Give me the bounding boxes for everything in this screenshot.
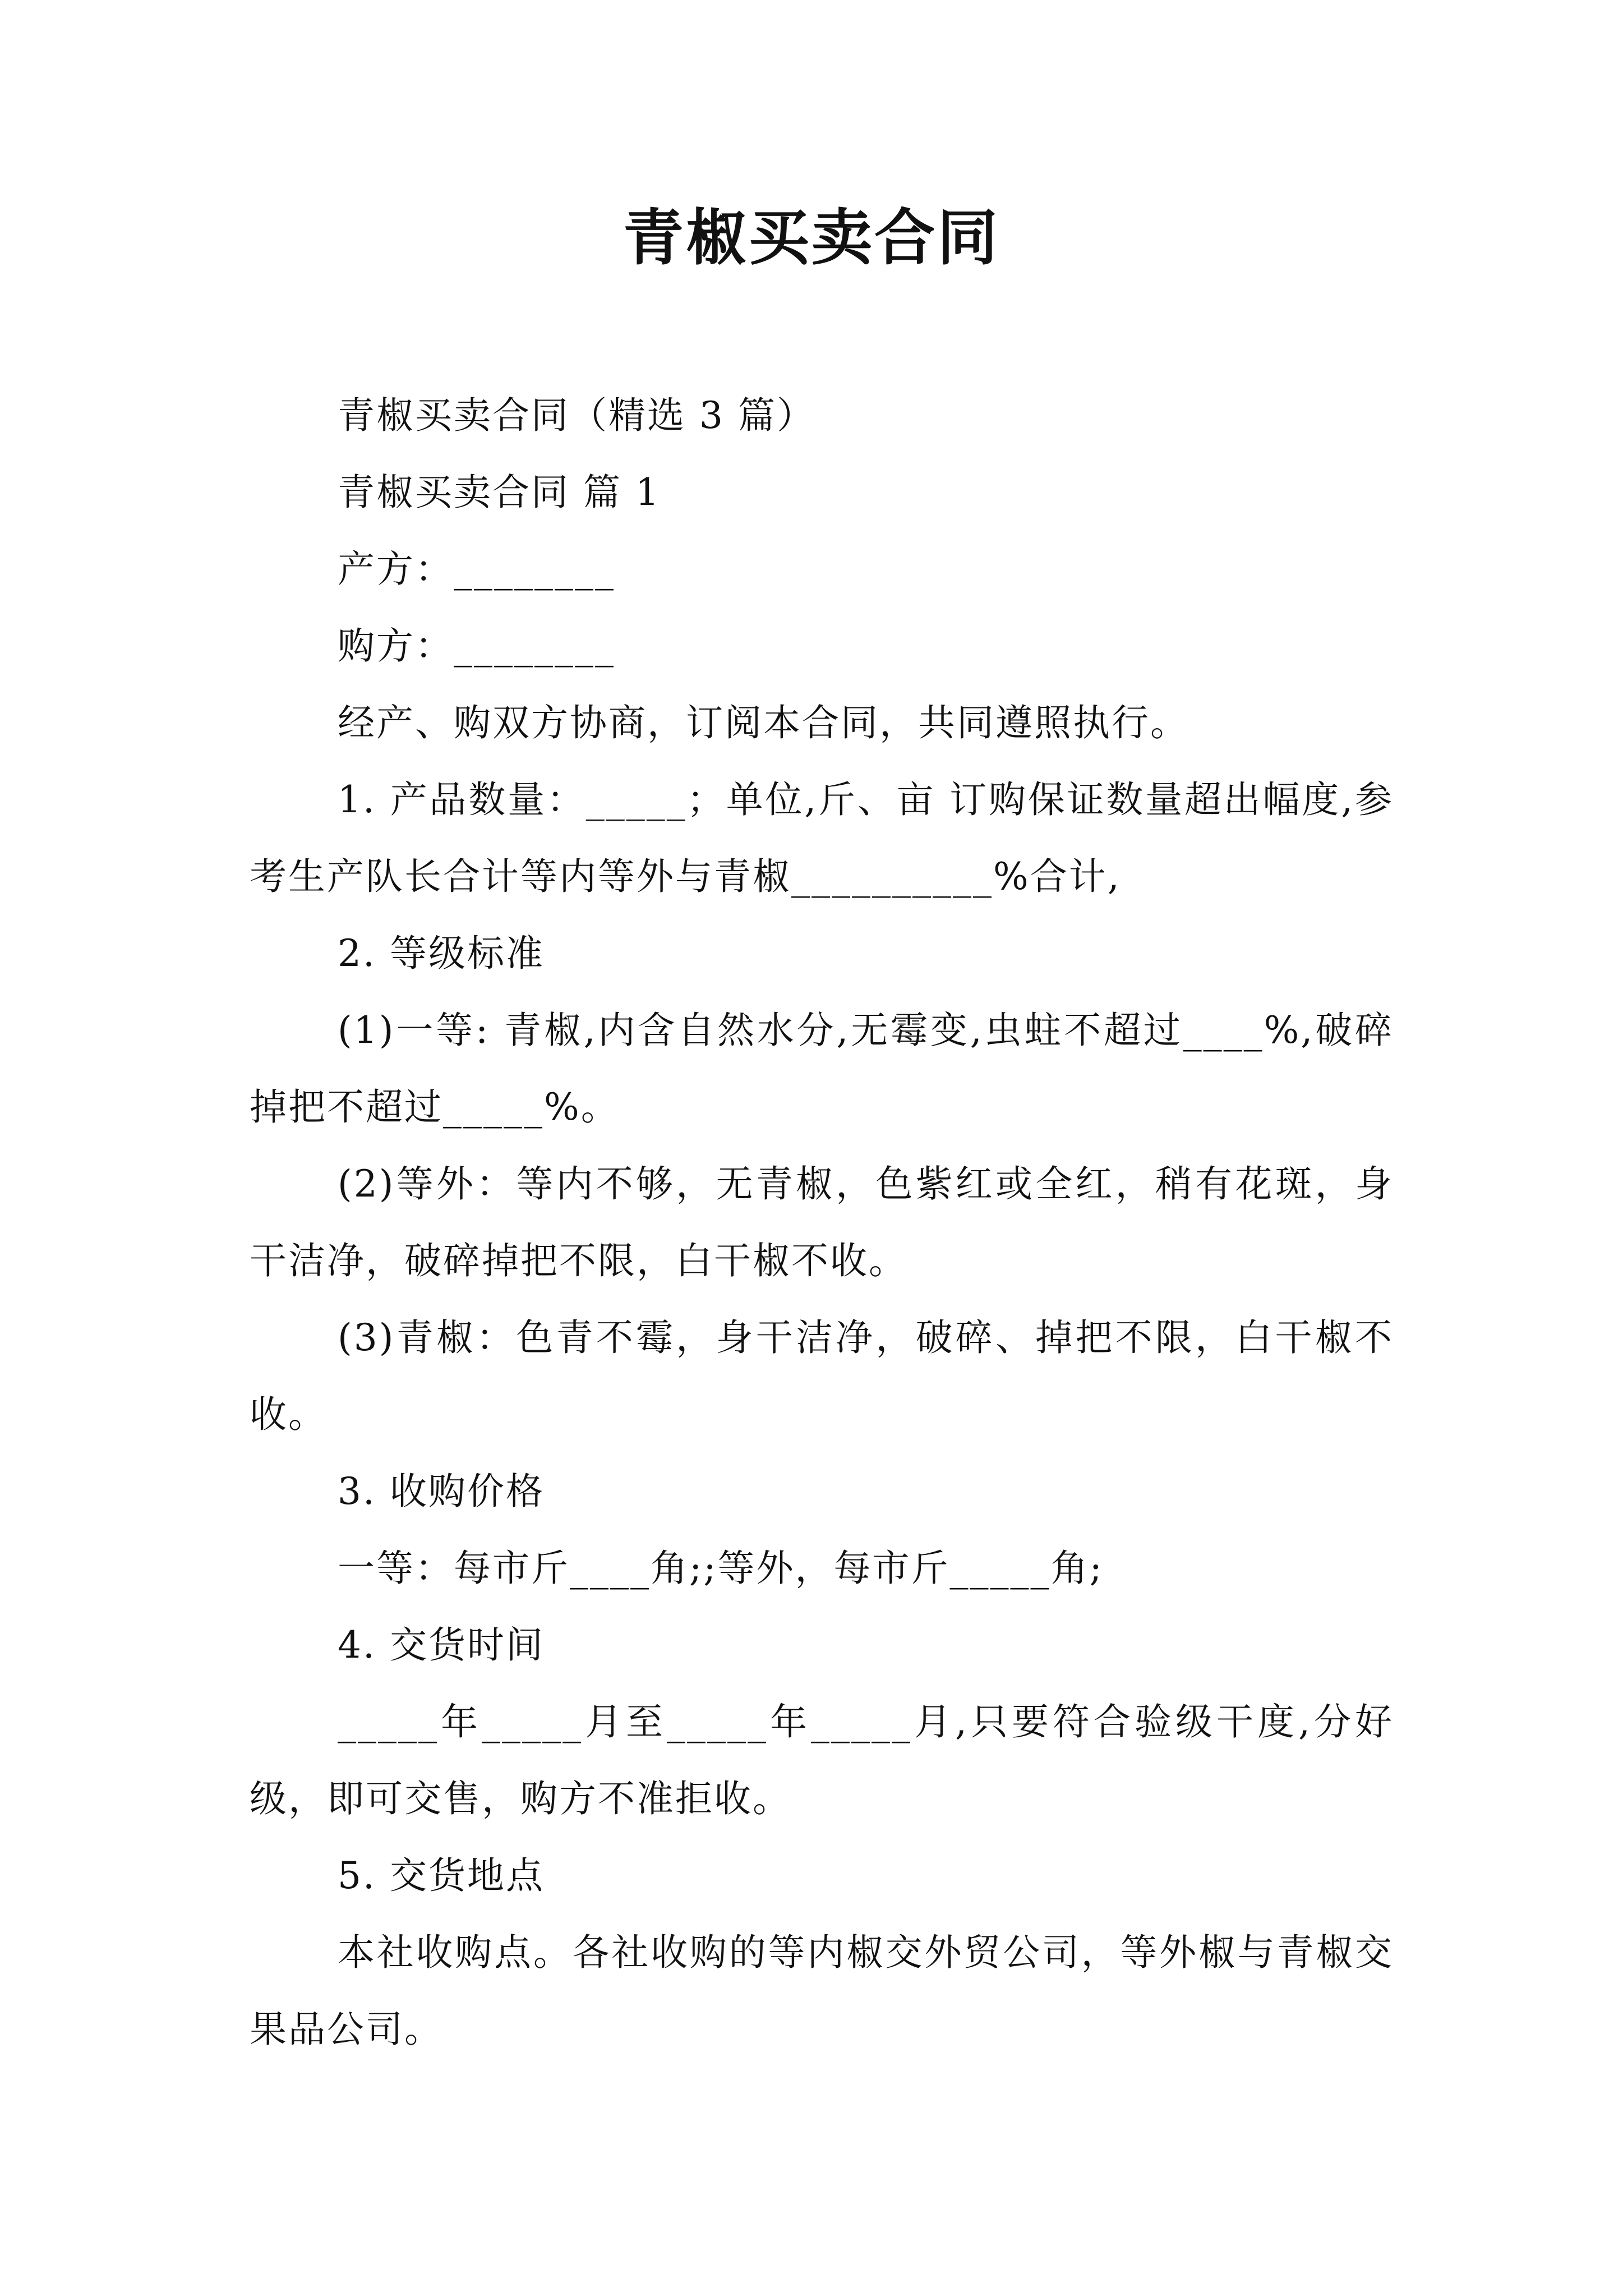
subtitle-selection: 青椒买卖合同（精选 3 篇） xyxy=(338,394,815,437)
seller-field: 产方：________ xyxy=(338,547,615,591)
clause-2-item-2: (2)等外：等内不够，无青椒，色紫红或全红，稍有花斑，身干洁净，破碎掉把不限，白干椒不收。 xyxy=(250,1162,1394,1282)
buyer-field: 购方：________ xyxy=(338,624,615,668)
section-heading-part-1: 青椒买卖合同 篇 1 xyxy=(338,471,661,514)
clause-3-heading: 3. 收购价格 xyxy=(338,1470,545,1513)
clause-4-heading: 4. 交货时间 xyxy=(338,1623,545,1667)
document-title: 青椒买卖合同 xyxy=(623,203,1000,273)
clause-2-heading: 2. 等级标准 xyxy=(338,932,545,975)
clause-5-heading: 5. 交货地点 xyxy=(338,1854,545,1897)
clause-3-prices: 一等：每市斤____角;;等外，每市斤_____角; xyxy=(338,1547,1104,1590)
clause-5-delivery-location: 本社收购点。各社收购的等内椒交外贸公司，等外椒与青椒交果品公司。 xyxy=(250,1931,1394,2051)
document-body xyxy=(250,377,1394,2068)
preamble-paragraph: 经产、购双方协商，订阅本合同，共同遵照执行。 xyxy=(338,701,1189,744)
clause-4-delivery-time: _____年_____月至_____年_____月,只要符合验级干度,分好级，即可交售，购方不准拒收。 xyxy=(250,1700,1394,1820)
clause-1-quantity: 1. 产品数量：_____；单位,斤、亩 订购保证数量超出幅度,参考生产队长合计等内等外与青椒__________%合计, xyxy=(250,778,1394,898)
clause-2-item-3: (3)青椒：色青不霉，身干洁净，破碎、掉把不限，白干椒不收。 xyxy=(250,1316,1394,1436)
clause-2-item-1: (1)一等: 青椒,内含自然水分,无霉变,虫蛀不超过____%,破碎掉把不超过_____%。 xyxy=(250,1009,1394,1129)
